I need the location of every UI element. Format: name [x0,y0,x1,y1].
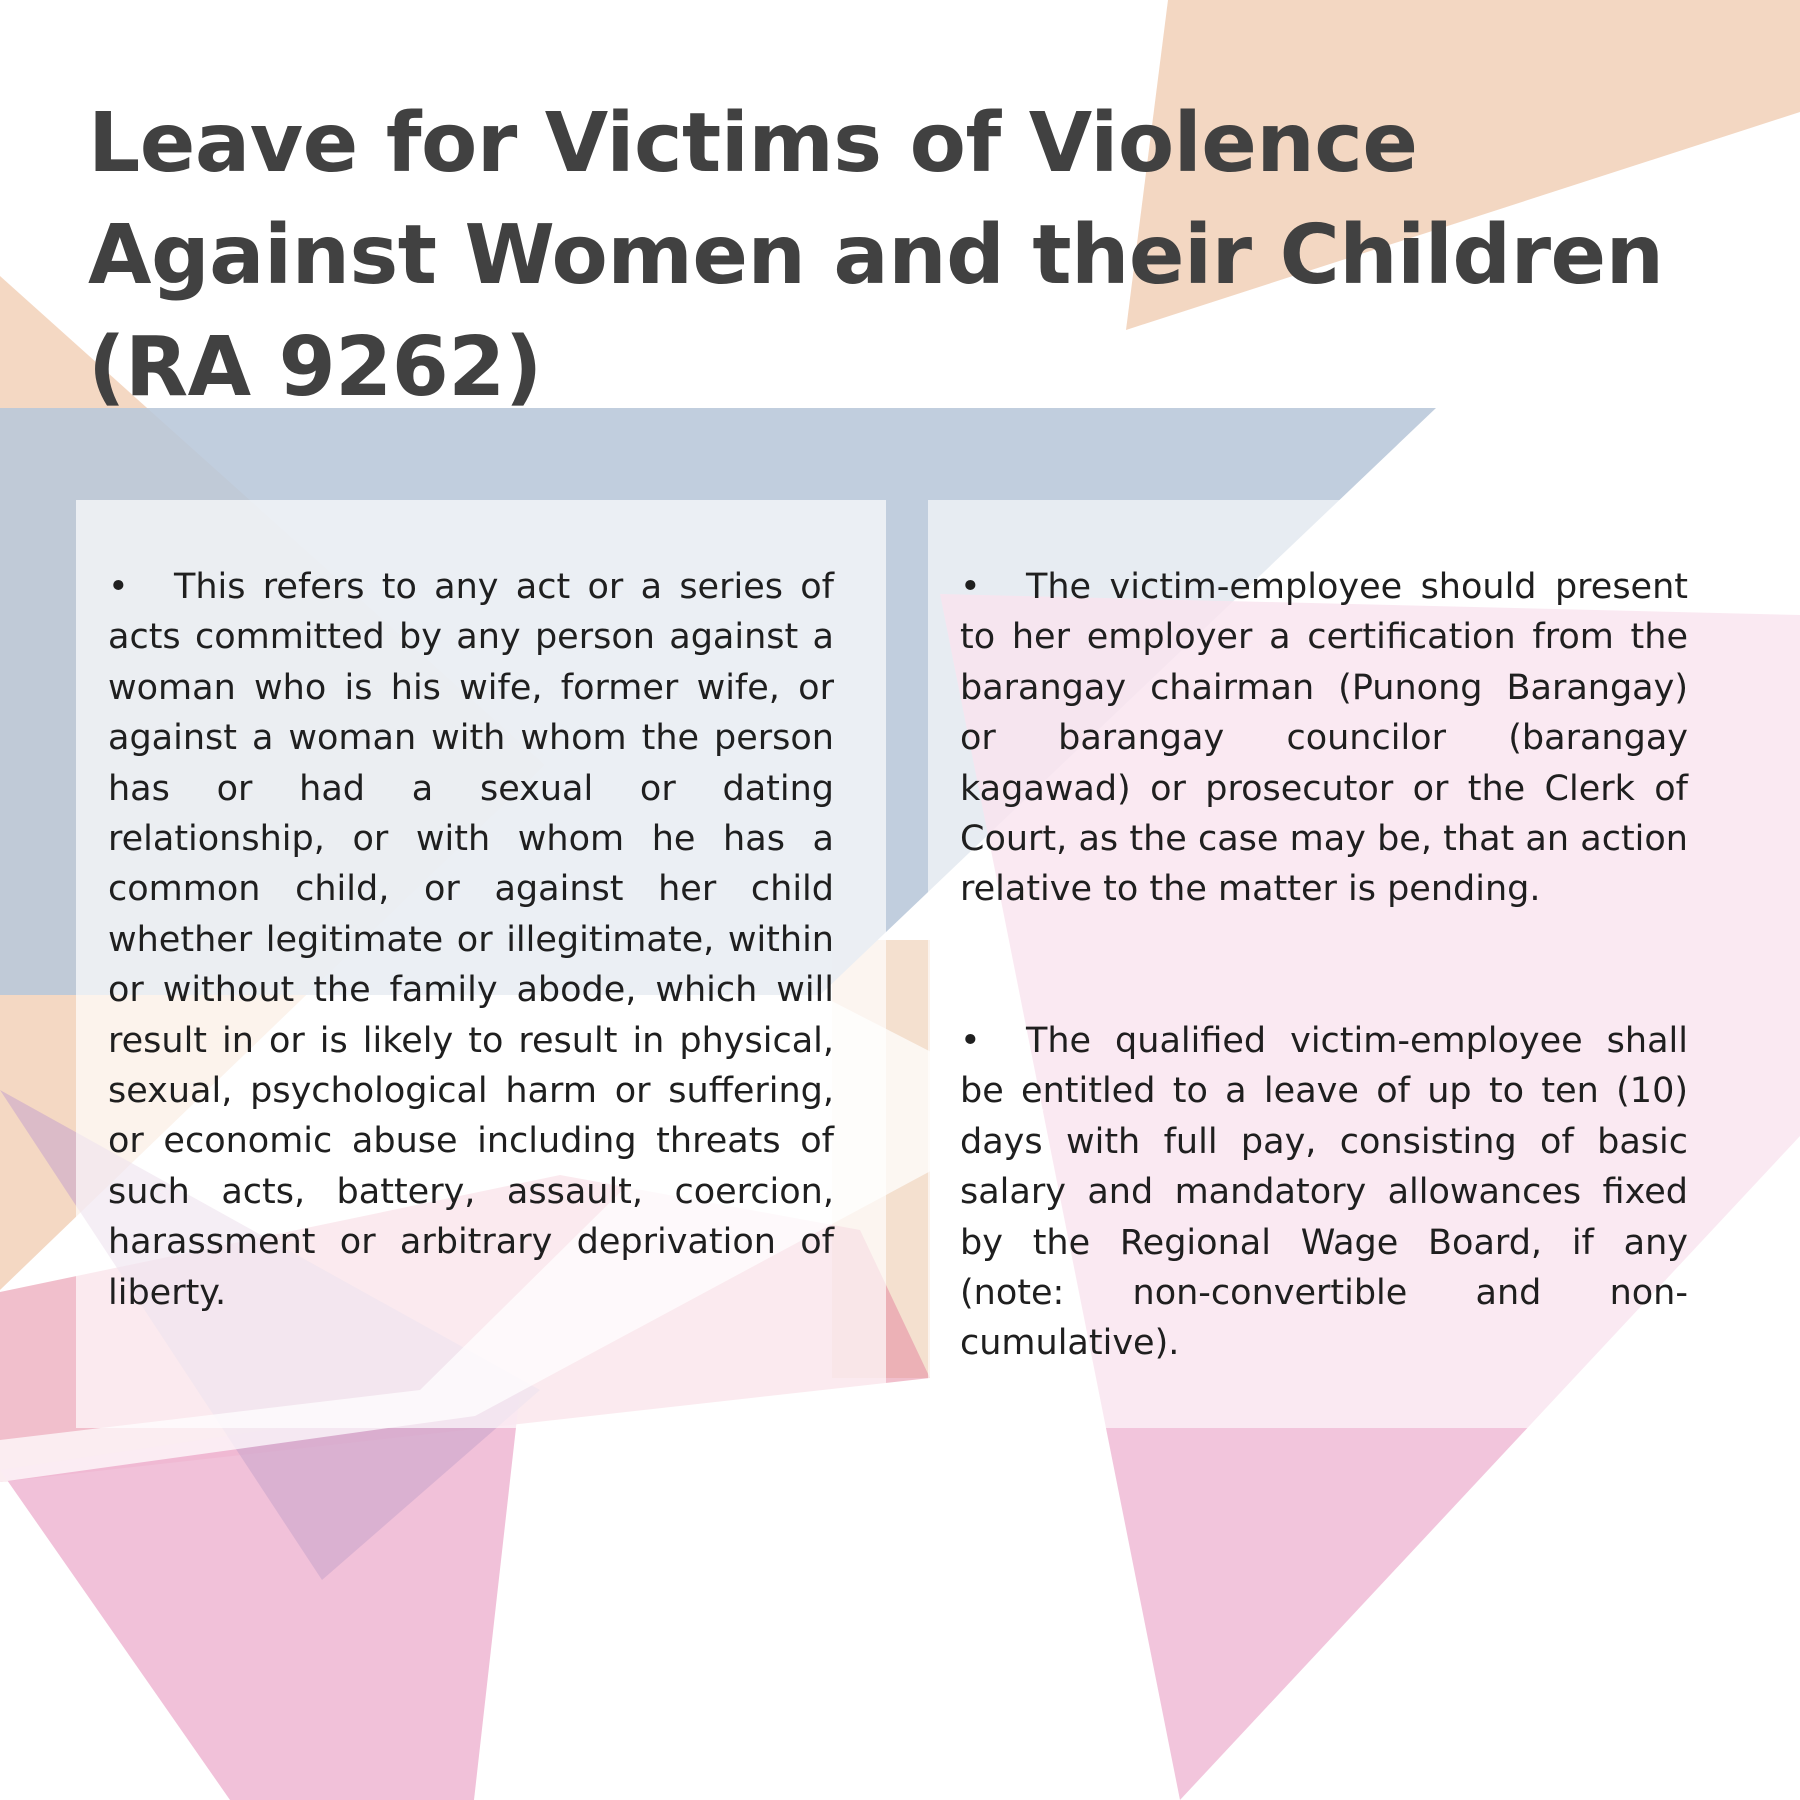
bullet-marker: • [960,1021,981,1061]
leave-entitlement-paragraph [960,1016,1688,1369]
bullet-marker: • [108,567,129,607]
page-title-line-3: (RA 9262) [88,320,542,415]
definition-text: This refers to any act or a series of acts committed by any person against a woman who is his wife, former wife, or against a woman with whom the person has or had a sexual or dating relationship, or with whom he has a common child, or against her child whether legitimate or illegitimate, within or without the family abode, which will result in or is likely to result in physical, sexual, psychological harm or suffering, or economic abuse including threats of such acts, battery, assault, coercion, harassment or arbitrary deprivation of liberty. [108,567,834,1313]
definition-paragraph [108,562,834,1318]
bullet-marker: • [960,567,981,607]
certification-paragraph [960,562,1688,915]
page-title [88,88,1768,424]
page-title-line-1: Leave for Victims of Violence [88,96,1418,191]
certification-text: The victim-employee should present to her employer a certification from the barangay chairman (Punong Barangay) or barangay councilor (barangay kagawad) or prosecutor or the Clerk of Court, as the case may be, that an action relative to the matter is pending. [960,567,1688,910]
leave-entitlement-text: The qualified victim-employee shall be entitled to a leave of up to ten (10) days with full pay, consisting of basic salary and mandatory allowances fixed by the Regional Wage Board, if any (note: non-convertible and non-cumulative). [960,1021,1688,1364]
page-title-line-2: Against Women and their Children [88,208,1664,303]
